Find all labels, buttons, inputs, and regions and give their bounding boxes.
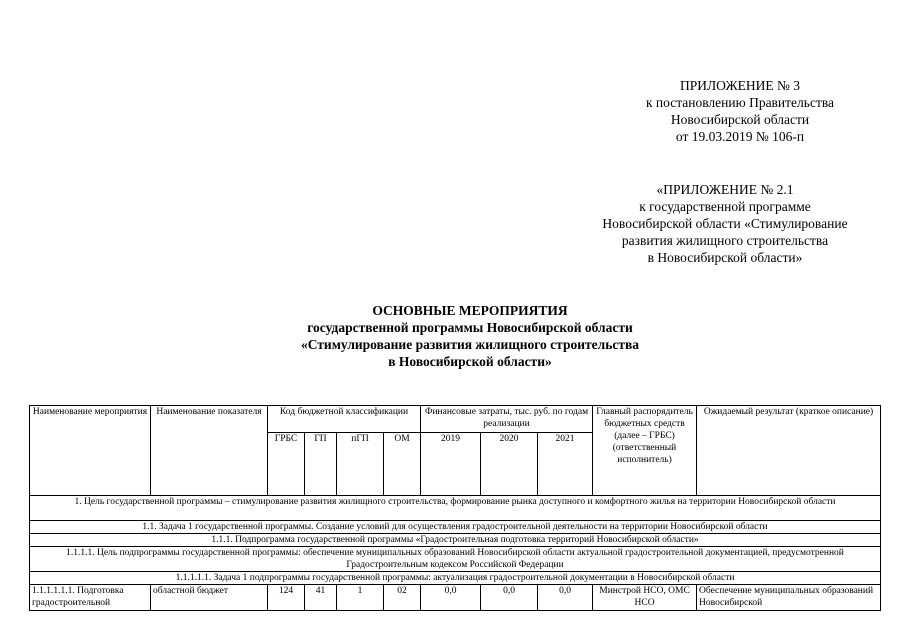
section-subprogram: 1.1.1. Подпрограмма государственной программы «Градостроительная подготовка территорий Новосибирской области» (30, 534, 881, 547)
cell-om: 02 (384, 585, 421, 611)
appendix-line: развития жилищного строительства (621, 233, 829, 248)
header-indicator-name: Наименование показателя (151, 406, 268, 496)
header-2019: 2019 (421, 433, 481, 496)
cell-gp: 41 (305, 585, 337, 611)
appendix-line: «ПРИЛОЖЕНИЕ № 2.1 (656, 182, 794, 197)
section-row (30, 534, 881, 547)
header-2021: 2021 (538, 433, 593, 496)
appendix-line: от 19.03.2019 № 106-п (675, 129, 805, 144)
cell-2020: 0,0 (481, 585, 538, 611)
cell-indicator: областной бюджет (151, 585, 268, 611)
header-gp: ГП (305, 433, 337, 496)
cell-event: 1.1.1.1.1.1. Подготовка градостроительной (30, 585, 151, 611)
appendix-2-1-header (560, 181, 890, 266)
appendix-line: Новосибирской области (670, 112, 810, 127)
activities-table (29, 405, 881, 611)
cell-grbs: 124 (268, 585, 305, 611)
section-row (30, 496, 881, 521)
header-2020: 2020 (481, 433, 538, 496)
header-pgp: пГП (337, 433, 384, 496)
section-goal: 1. Цель государственной программы – стимулирование развития жилищного строительства, формирование рынка доступного и комфортного жилья на территории Новосибирской области (30, 496, 881, 521)
title-line: государственной программы Новосибирской области (307, 320, 633, 335)
appendix-line: ПРИЛОЖЕНИЕ № 3 (679, 78, 801, 93)
section-task: 1.1. Задача 1 государственной программы. Создание условий для осуществления градостроительной деятельности на территории Новосибирской области (30, 521, 881, 534)
document-title (150, 302, 790, 370)
cell-2019: 0,0 (421, 585, 481, 611)
appendix-line: к государственной программе (639, 199, 811, 214)
section-row (30, 547, 881, 572)
title-line: в Новосибирской области» (388, 354, 552, 369)
cell-pgp: 1 (337, 585, 384, 611)
header-result: Ожидаемый результат (краткое описание) (697, 406, 881, 496)
cell-2021: 0,0 (538, 585, 593, 611)
section-row (30, 521, 881, 534)
cell-manager: Минстрой НСО, ОМС НСО (593, 585, 697, 611)
header-financial: Финансовые затраты, тыс. руб. по годам реализации (421, 406, 593, 433)
header-row (30, 406, 881, 433)
header-event-name: Наименование мероприятия (30, 406, 151, 496)
title-line: ОСНОВНЫЕ МЕРОПРИЯТИЯ (372, 303, 568, 318)
table-row (30, 585, 881, 611)
appendix-line: к постановлению Правительства (645, 95, 835, 110)
appendix-3-header (590, 77, 890, 145)
cell-result: Обеспечение муниципальных образований Новосибирской (697, 585, 881, 611)
header-grbs: ГРБС (268, 433, 305, 496)
appendix-line: в Новосибирской области» (647, 250, 803, 265)
section-subgoal: 1.1.1.1. Цель подпрограммы государственной программы: обеспечение муниципальных образований Новосибирской области актуальной градостроительной документацией, предусмотренной Градостроительным кодексом Российской Федерации (30, 547, 881, 572)
header-om: ОМ (384, 433, 421, 496)
section-row (30, 572, 881, 585)
title-line: «Стимулирование развития жилищного строительства (300, 337, 639, 352)
section-subtask: 1.1.1.1.1. Задача 1 подпрограммы государственной программы: актуализация градостроительной документации в Новосибирской области (30, 572, 881, 585)
header-budget-code: Код бюджетной классификации (268, 406, 421, 433)
header-chief-manager: Главный распорядитель бюджетных средств (далее – ГРБС) (ответственный исполнитель) (593, 406, 697, 496)
appendix-line: Новосибирской области «Стимулирование (602, 216, 848, 231)
